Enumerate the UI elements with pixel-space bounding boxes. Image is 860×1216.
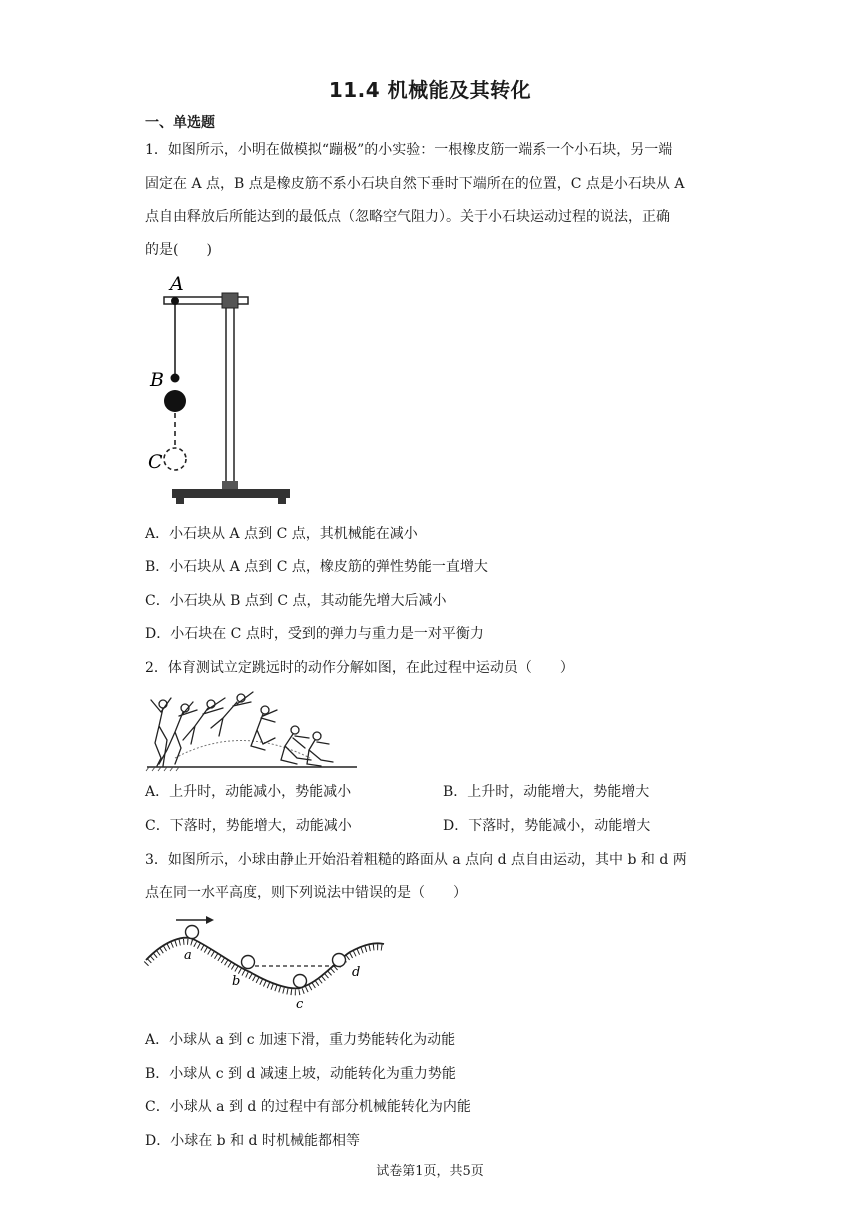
label-a: a [184,948,192,963]
q2-stem: 2．体育测试立定跳远时的动作分解如图，在此过程中运动员（ ） [145,660,574,676]
q1-stem-line-2: 固定在 A 点，B 点是橡皮筋不系小石块自然下垂时下端所在的位置，C 点是小石块从 A [145,176,685,192]
point-b-marker [171,374,180,383]
q1-stem-line-3: 点自由释放后所能达到的最低点（忽略空气阻力）。关于小石块运动过程的说法，正确 [145,209,670,225]
motion-arrow-head [206,916,214,924]
bungee-apparatus-figure [140,268,310,508]
q1-stem-line-1: 1．如图所示，小明在做模拟“蹦极”的小实验：一根橡皮筋一端系一个小石块，另一端 [145,142,673,158]
label-b: b [232,974,241,989]
q1-option-c: C．小石块从 B 点到 C 点，其动能先增大后减小 [145,593,447,609]
label-c: c [296,997,304,1012]
label-b: B [150,369,164,391]
jump-trajectory [175,741,310,759]
q2-option-d: D．下落时，势能减小，动能增大 [443,818,651,834]
q2-option-a: A．上升时，动能减小，势能减小 [145,784,352,800]
q1-stem-line-4: 的是( ) [145,242,212,258]
q2-option-b: B．上升时，动能增大，势能增大 [443,784,650,800]
q3-option-d: D．小球在 b 和 d 时机械能都相等 [145,1133,360,1149]
q1-option-d: D．小石块在 C 点时，受到的弹力与重力是一对平衡力 [145,626,484,642]
stone-ball [164,390,186,412]
standing-long-jump-figure [145,688,360,772]
stone-lowest-position [164,448,186,470]
q3-option-b: B．小球从 c 到 d 减速上坡，动能转化为重力势能 [145,1066,456,1082]
stand-foot-left [176,498,184,504]
ball-d [333,954,346,967]
q3-option-c: C．小球从 a 到 d 的过程中有部分机械能转化为内能 [145,1099,471,1115]
jumper-sequence [151,692,333,766]
stand-collar [222,481,238,489]
q3-stem-line-2: 点在同一水平高度，则下列说法中错误的是（ ） [145,885,467,901]
q3-stem-line-1: 3．如图所示，小球由静止开始沿着粗糙的路面从 a 点向 d 点自由运动，其中 b 和 d 两 [145,852,687,868]
q1-option-b: B．小石块从 A 点到 C 点，橡皮筋的弹性势能一直增大 [145,559,488,575]
stand-base [172,489,290,498]
label-d: d [352,965,361,980]
stand-clamp [222,293,238,308]
page-title: 11.4 机械能及其转化 [328,78,532,102]
track-curve [146,938,384,989]
stand-pole [226,296,234,486]
rough-track-figure [140,914,390,1012]
q3-option-a: A．小球从 a 到 c 加速下滑，重力势能转化为动能 [145,1032,456,1048]
q1-option-a: A．小石块从 A 点到 C 点，其机械能在减小 [145,526,418,542]
label-c: C [148,451,163,473]
q2-option-c: C．下落时，势能增大，动能减小 [145,818,352,834]
page-footer: 试卷第1页，共5页 [376,1164,484,1179]
point-a-marker [171,297,179,305]
label-a: A [170,273,184,295]
section-heading: 一、单选题 [145,115,215,131]
ball-a [186,926,199,939]
track-roughness [146,942,384,993]
ball-b [242,956,255,969]
stand-foot-right [278,498,286,504]
ball-c [294,975,307,988]
